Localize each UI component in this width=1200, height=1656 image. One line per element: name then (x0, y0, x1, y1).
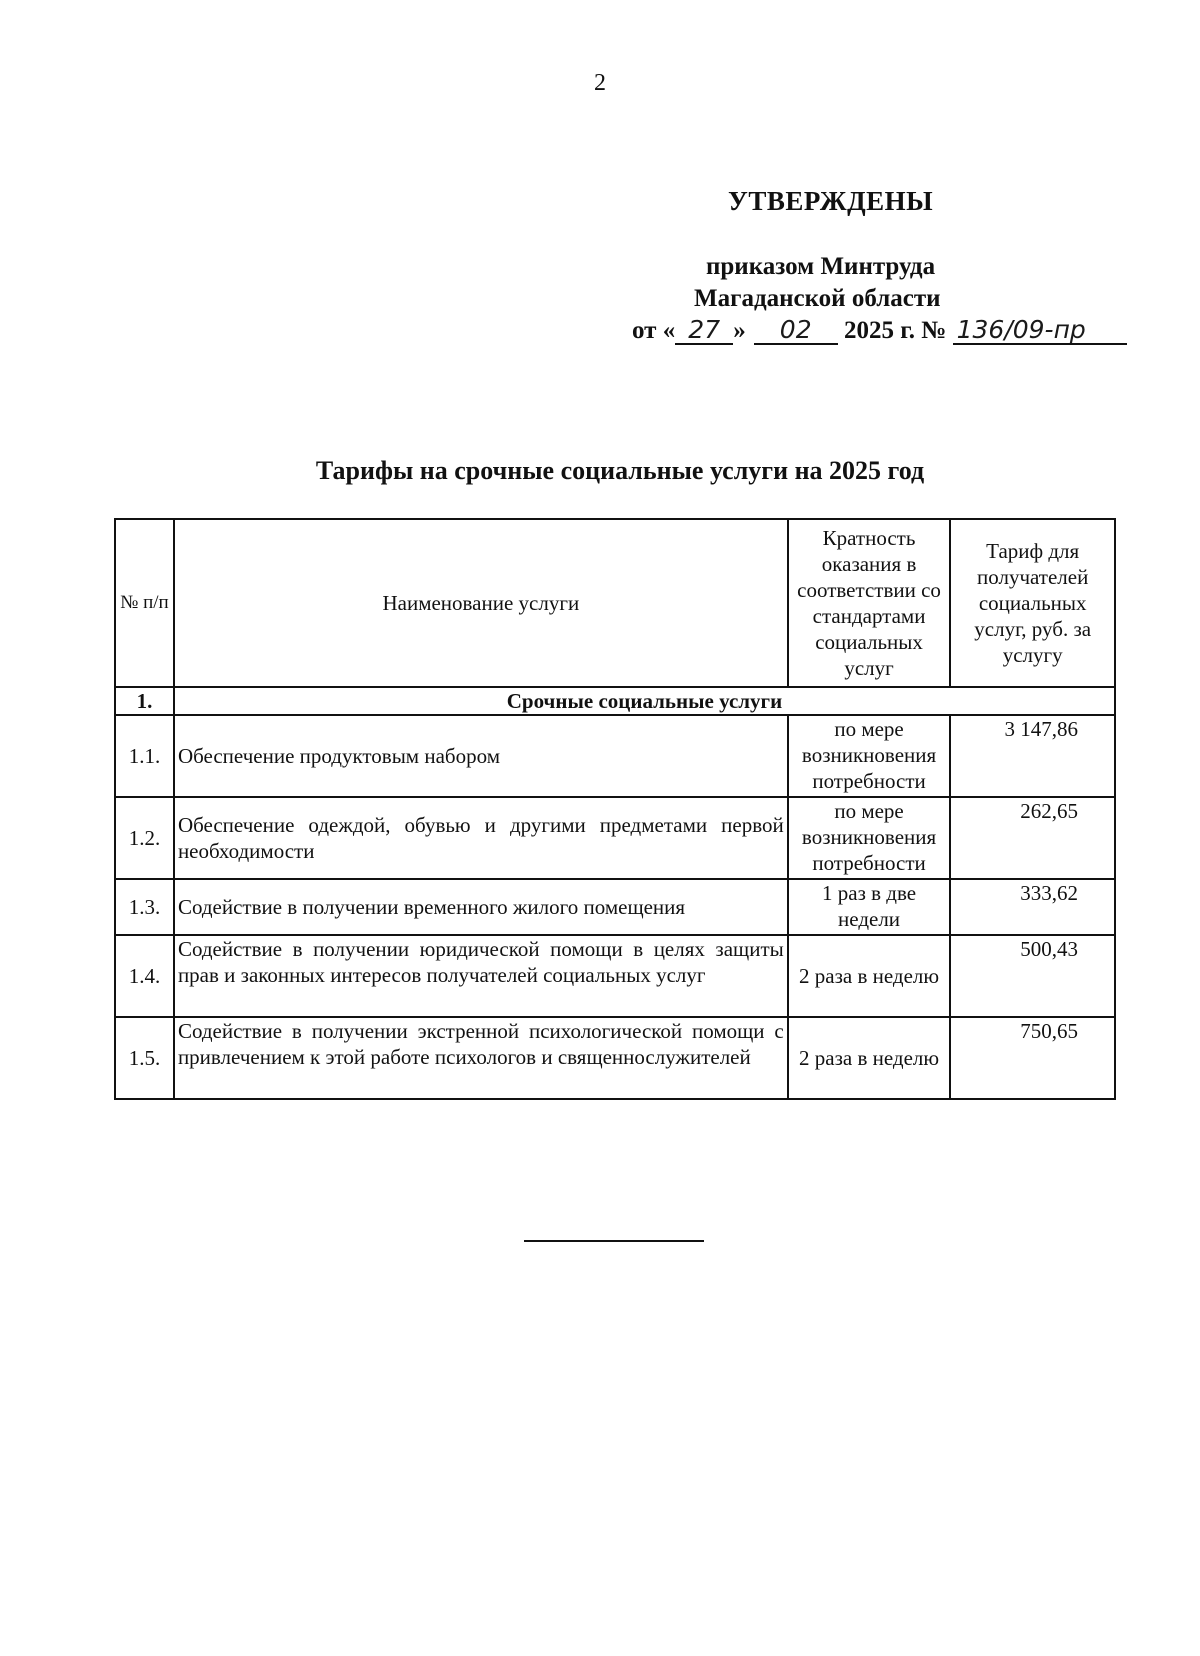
table-row (115, 797, 1115, 879)
header-frequency: Кратность оказания в соответствии со стандартами социальных услуг (788, 519, 951, 687)
header-tariff: Тариф для получателей социальных услуг, руб. за услугу (950, 519, 1115, 687)
row-frequency: 2 раза в неделю (788, 1017, 951, 1099)
row-tariff: 500,43 (950, 935, 1115, 1017)
approval-heading: УТВЕРЖДЕНЫ (728, 186, 934, 216)
tariffs-table (114, 518, 1116, 1100)
handwritten-day: 27 (675, 317, 733, 345)
row-num: 1.5. (115, 1017, 174, 1099)
row-num: 1.4. (115, 935, 174, 1017)
row-tariff: 3 147,86 (950, 715, 1115, 797)
table-row (115, 935, 1115, 1017)
row-service-name: Содействие в получении экстренной психологической помощи с привлечением к этой работе психологов и священнослужителей (174, 1017, 788, 1099)
row-tariff: 750,65 (950, 1017, 1115, 1099)
page-number: 2 (594, 70, 606, 96)
closing-rule (524, 1240, 704, 1242)
approval-date-line (632, 317, 1127, 345)
handwritten-order-number: 136/09-пр (953, 317, 1127, 345)
row-frequency: по мере возникновения потребности (788, 715, 951, 797)
table-row (115, 1017, 1115, 1099)
row-service-name: Обеспечение продуктовым набором (174, 715, 788, 797)
approval-line-1: приказом Минтруда (706, 253, 936, 280)
row-service-name: Содействие в получении временного жилого помещения (174, 879, 788, 935)
document-title: Тарифы на срочные социальные услуги на 2025 год (315, 456, 925, 485)
row-num: 1.3. (115, 879, 174, 935)
date-prefix: от « (632, 317, 676, 344)
row-frequency: 1 раз в две недели (788, 879, 951, 935)
row-tariff: 262,65 (950, 797, 1115, 879)
date-mid: » (733, 317, 746, 344)
row-tariff: 333,62 (950, 879, 1115, 935)
handwritten-month: 02 (754, 317, 838, 345)
header-name: Наименование услуги (174, 519, 788, 687)
section-row (115, 687, 1115, 715)
header-num: № п/п (115, 519, 174, 687)
section-title: Срочные социальные услуги (174, 687, 1115, 715)
table-row (115, 715, 1115, 797)
row-frequency: по мере возникновения потребности (788, 797, 951, 879)
row-service-name: Содействие в получении юридической помощи в целях защиты прав и законных интересов получателей социальных услуг (174, 935, 788, 1017)
row-service-name: Обеспечение одеждой, обувью и другими предметами первой необходимости (174, 797, 788, 879)
section-num: 1. (115, 687, 174, 715)
year-text: 2025 г. № (843, 317, 947, 344)
row-num: 1.2. (115, 797, 174, 879)
table-row (115, 879, 1115, 935)
row-num: 1.1. (115, 715, 174, 797)
row-frequency: 2 раза в неделю (788, 935, 951, 1017)
table-header-row (115, 519, 1115, 687)
approval-line-2: Магаданской области (694, 285, 941, 312)
